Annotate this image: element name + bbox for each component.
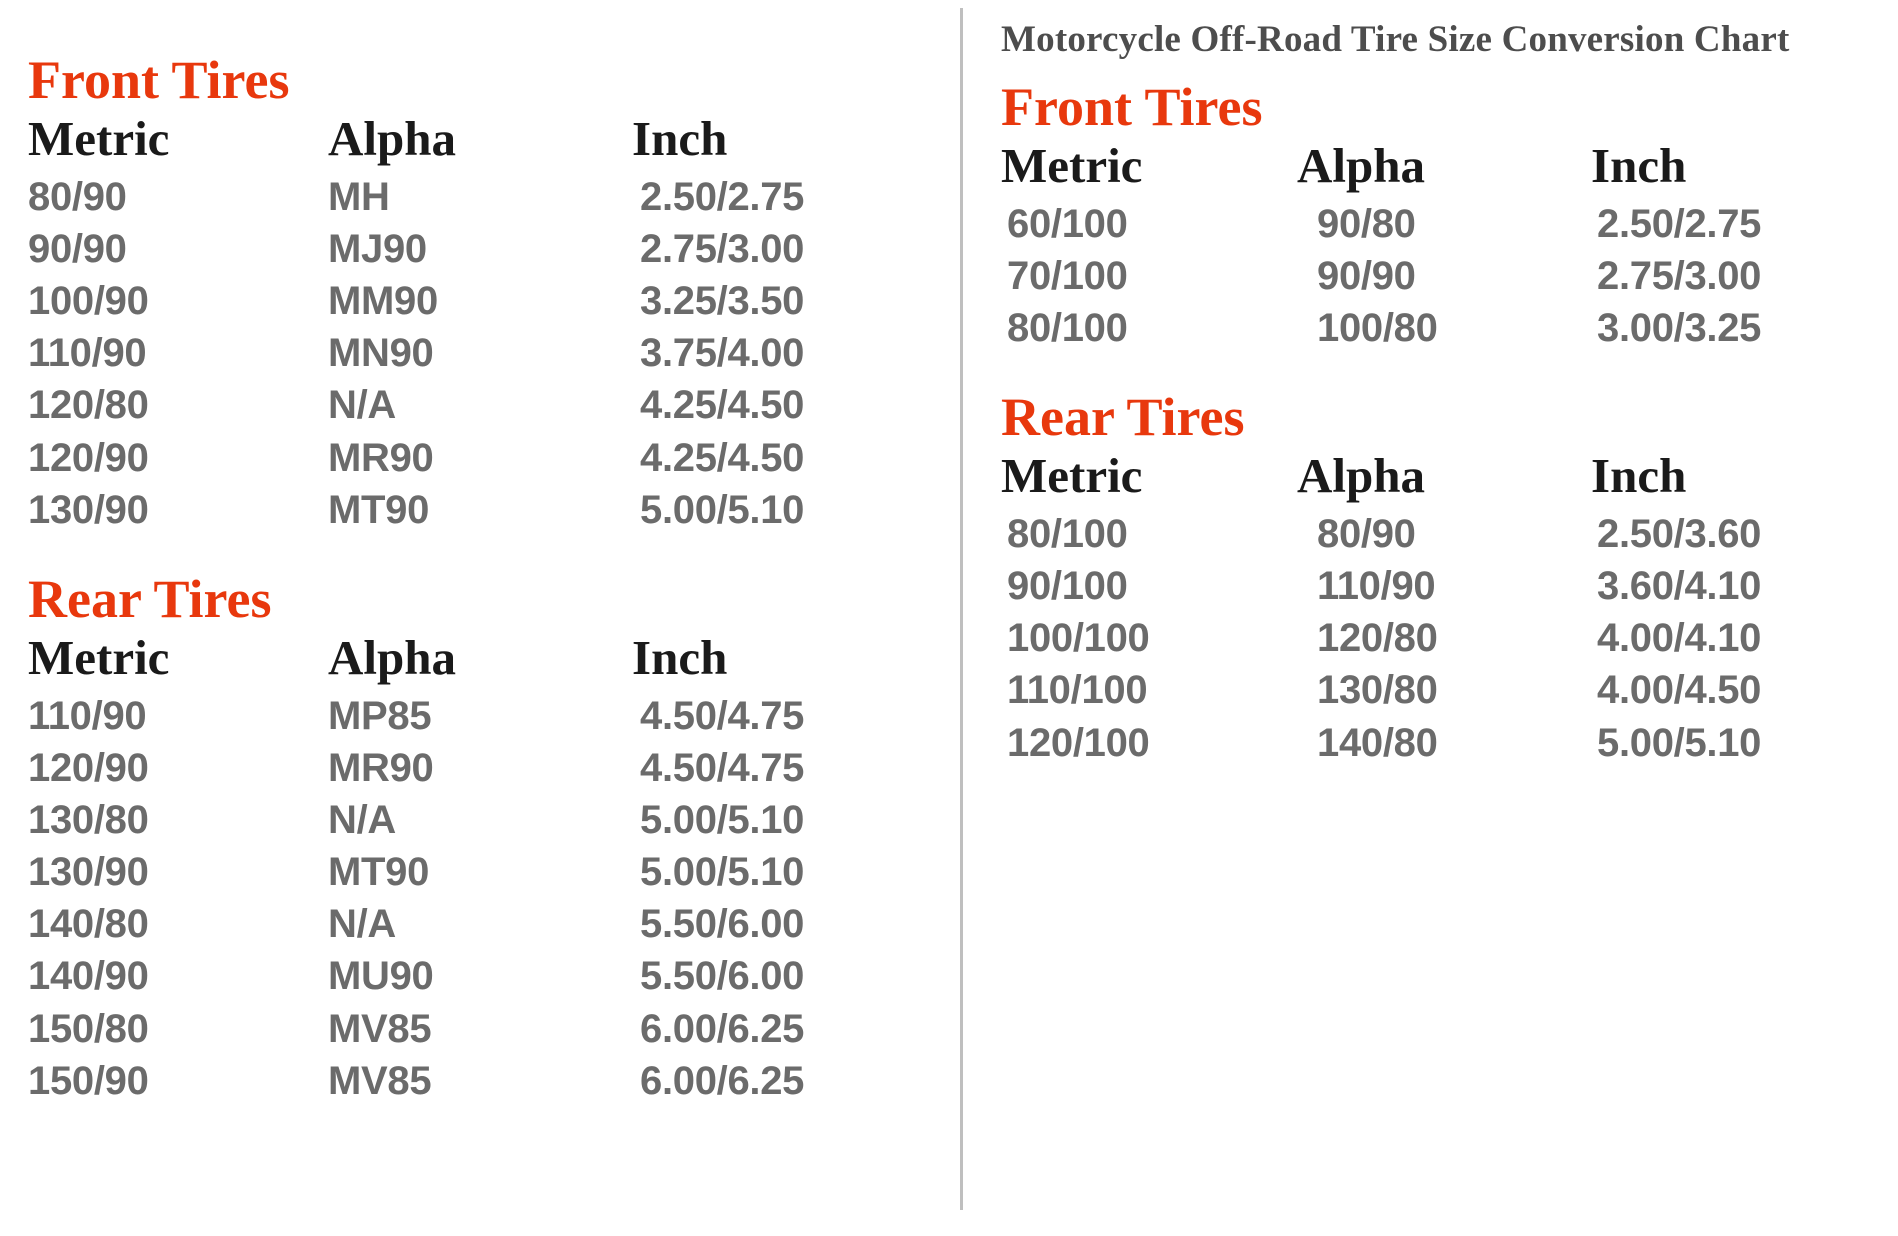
- cell-metric: 140/90: [28, 954, 149, 999]
- column-header-metric: Metric: [1001, 137, 1143, 193]
- table-row: [1001, 303, 1831, 355]
- left-front-tires-heading: Front Tires: [28, 50, 290, 110]
- column-header-alpha: Alpha: [328, 110, 457, 166]
- column-header-inch: Inch: [1591, 447, 1687, 503]
- cell-inch: 4.25/4.50: [640, 435, 805, 480]
- table-row: [28, 172, 868, 224]
- left-front-tires-table: [28, 111, 868, 537]
- cell-inch: 4.25/4.50: [640, 383, 805, 428]
- table-row: [28, 795, 868, 847]
- cell-alpha: 140/80: [1317, 720, 1438, 765]
- cell-alpha: MV85: [328, 1006, 432, 1051]
- column-header-inch: Inch: [632, 110, 728, 166]
- table-row: [1001, 509, 1831, 561]
- column-header-alpha: Alpha: [1297, 137, 1426, 193]
- cell-metric: 130/90: [28, 850, 149, 895]
- right-front-tires-table: [1001, 138, 1831, 355]
- cell-metric: 110/90: [28, 331, 147, 376]
- table-row: [1001, 251, 1831, 303]
- cell-inch: 2.50/2.75: [640, 174, 805, 219]
- cell-alpha: MP85: [328, 693, 432, 738]
- page-title: Motorcycle Off-Road Tire Size Conversion Chart: [1001, 19, 1790, 60]
- table-row: [28, 691, 868, 743]
- table-row: [1001, 199, 1831, 251]
- column-header-inch: Inch: [632, 629, 728, 685]
- cell-inch: 4.50/4.75: [640, 745, 805, 790]
- cell-metric: 80/100: [1007, 511, 1128, 556]
- left-rear-tires-heading: Rear Tires: [28, 568, 272, 629]
- table-header-row: [28, 111, 868, 172]
- cell-metric: 150/80: [28, 1006, 149, 1051]
- column-header-metric: Metric: [28, 110, 170, 166]
- cell-alpha: MT90: [328, 487, 430, 532]
- cell-metric: 130/80: [28, 797, 149, 842]
- column-header-inch: Inch: [1591, 137, 1687, 193]
- cell-metric: 80/90: [28, 174, 127, 219]
- table-row: [28, 485, 868, 537]
- table-row: [28, 743, 868, 795]
- cell-alpha: N/A: [328, 902, 396, 947]
- cell-inch: 6.00/6.25: [640, 1058, 805, 1103]
- table-row: [28, 224, 868, 276]
- table-row: [1001, 561, 1831, 613]
- offroad-tire-panel: [963, 0, 1898, 1236]
- table-header-row: [1001, 138, 1831, 199]
- cell-metric: 130/90: [28, 487, 149, 532]
- column-header-metric: Metric: [28, 629, 170, 685]
- table-header-row: [28, 630, 868, 691]
- cell-metric: 100/100: [1007, 616, 1150, 661]
- cell-alpha: 110/90: [1317, 563, 1436, 608]
- cell-metric: 150/90: [28, 1058, 149, 1103]
- cell-metric: 80/100: [1007, 305, 1128, 350]
- cell-inch: 2.50/2.75: [1597, 201, 1762, 246]
- column-header-alpha: Alpha: [1297, 447, 1426, 503]
- cell-inch: 2.75/3.00: [1597, 253, 1762, 298]
- cell-alpha: MV85: [328, 1058, 432, 1103]
- cell-inch: 3.25/3.50: [640, 278, 805, 323]
- cell-inch: 5.50/6.00: [640, 902, 805, 947]
- table-row: [28, 433, 868, 485]
- cell-inch: 6.00/6.25: [640, 1006, 805, 1051]
- cell-alpha: MN90: [328, 331, 434, 376]
- cell-alpha: MU90: [328, 954, 434, 999]
- cell-alpha: 80/90: [1317, 511, 1416, 556]
- cell-alpha: MR90: [328, 745, 434, 790]
- right-front-tires-heading: Front Tires: [1001, 77, 1263, 137]
- cell-alpha: N/A: [328, 797, 396, 842]
- cell-metric: 90/90: [28, 226, 127, 271]
- cell-alpha: 130/80: [1317, 668, 1438, 713]
- cell-inch: 4.00/4.50: [1597, 668, 1762, 713]
- cell-inch: 4.50/4.75: [640, 693, 805, 738]
- cell-inch: 3.60/4.10: [1597, 563, 1762, 608]
- cell-alpha: MH: [328, 174, 390, 219]
- table-row: [28, 1056, 868, 1108]
- cell-alpha: MM90: [328, 278, 438, 323]
- table-row: [28, 951, 868, 1003]
- cell-alpha: 90/80: [1317, 201, 1416, 246]
- column-header-metric: Metric: [1001, 447, 1143, 503]
- cell-inch: 2.50/3.60: [1597, 511, 1762, 556]
- cell-metric: 120/100: [1007, 720, 1150, 765]
- table-row: [1001, 718, 1831, 770]
- cell-inch: 5.00/5.10: [1597, 720, 1762, 765]
- cell-metric: 120/90: [28, 745, 149, 790]
- cell-metric: 140/80: [28, 902, 149, 947]
- cell-inch: 4.00/4.10: [1597, 616, 1762, 661]
- cell-alpha: 100/80: [1317, 305, 1438, 350]
- cell-inch: 5.00/5.10: [640, 850, 805, 895]
- left-rear-tires-table: [28, 630, 868, 1108]
- cell-alpha: MR90: [328, 435, 434, 480]
- cell-inch: 5.00/5.10: [640, 797, 805, 842]
- cell-inch: 2.75/3.00: [640, 226, 805, 271]
- cell-metric: 120/80: [28, 383, 149, 428]
- cell-metric: 110/100: [1007, 668, 1148, 713]
- cell-alpha: MJ90: [328, 226, 427, 271]
- table-row: [1001, 613, 1831, 665]
- table-row: [28, 899, 868, 951]
- table-row: [28, 1004, 868, 1056]
- table-row: [28, 328, 868, 380]
- table-row: [28, 380, 868, 432]
- cell-metric: 120/90: [28, 435, 149, 480]
- cell-metric: 90/100: [1007, 563, 1128, 608]
- cell-metric: 110/90: [28, 693, 147, 738]
- table-header-row: [1001, 448, 1831, 509]
- cell-alpha: 90/90: [1317, 253, 1416, 298]
- column-header-alpha: Alpha: [328, 629, 457, 685]
- table-row: [28, 276, 868, 328]
- cell-inch: 5.00/5.10: [640, 487, 805, 532]
- cell-metric: 70/100: [1007, 253, 1128, 298]
- cell-metric: 100/90: [28, 278, 149, 323]
- table-row: [28, 847, 868, 899]
- cell-inch: 5.50/6.00: [640, 954, 805, 999]
- cell-inch: 3.75/4.00: [640, 331, 805, 376]
- cell-alpha: MT90: [328, 850, 430, 895]
- right-rear-tires-table: [1001, 448, 1831, 770]
- table-row: [1001, 665, 1831, 717]
- cell-metric: 60/100: [1007, 201, 1128, 246]
- right-rear-tires-heading: Rear Tires: [1001, 387, 1245, 448]
- cell-alpha: N/A: [328, 383, 396, 428]
- cell-inch: 3.00/3.25: [1597, 305, 1762, 350]
- cell-alpha: 120/80: [1317, 616, 1438, 661]
